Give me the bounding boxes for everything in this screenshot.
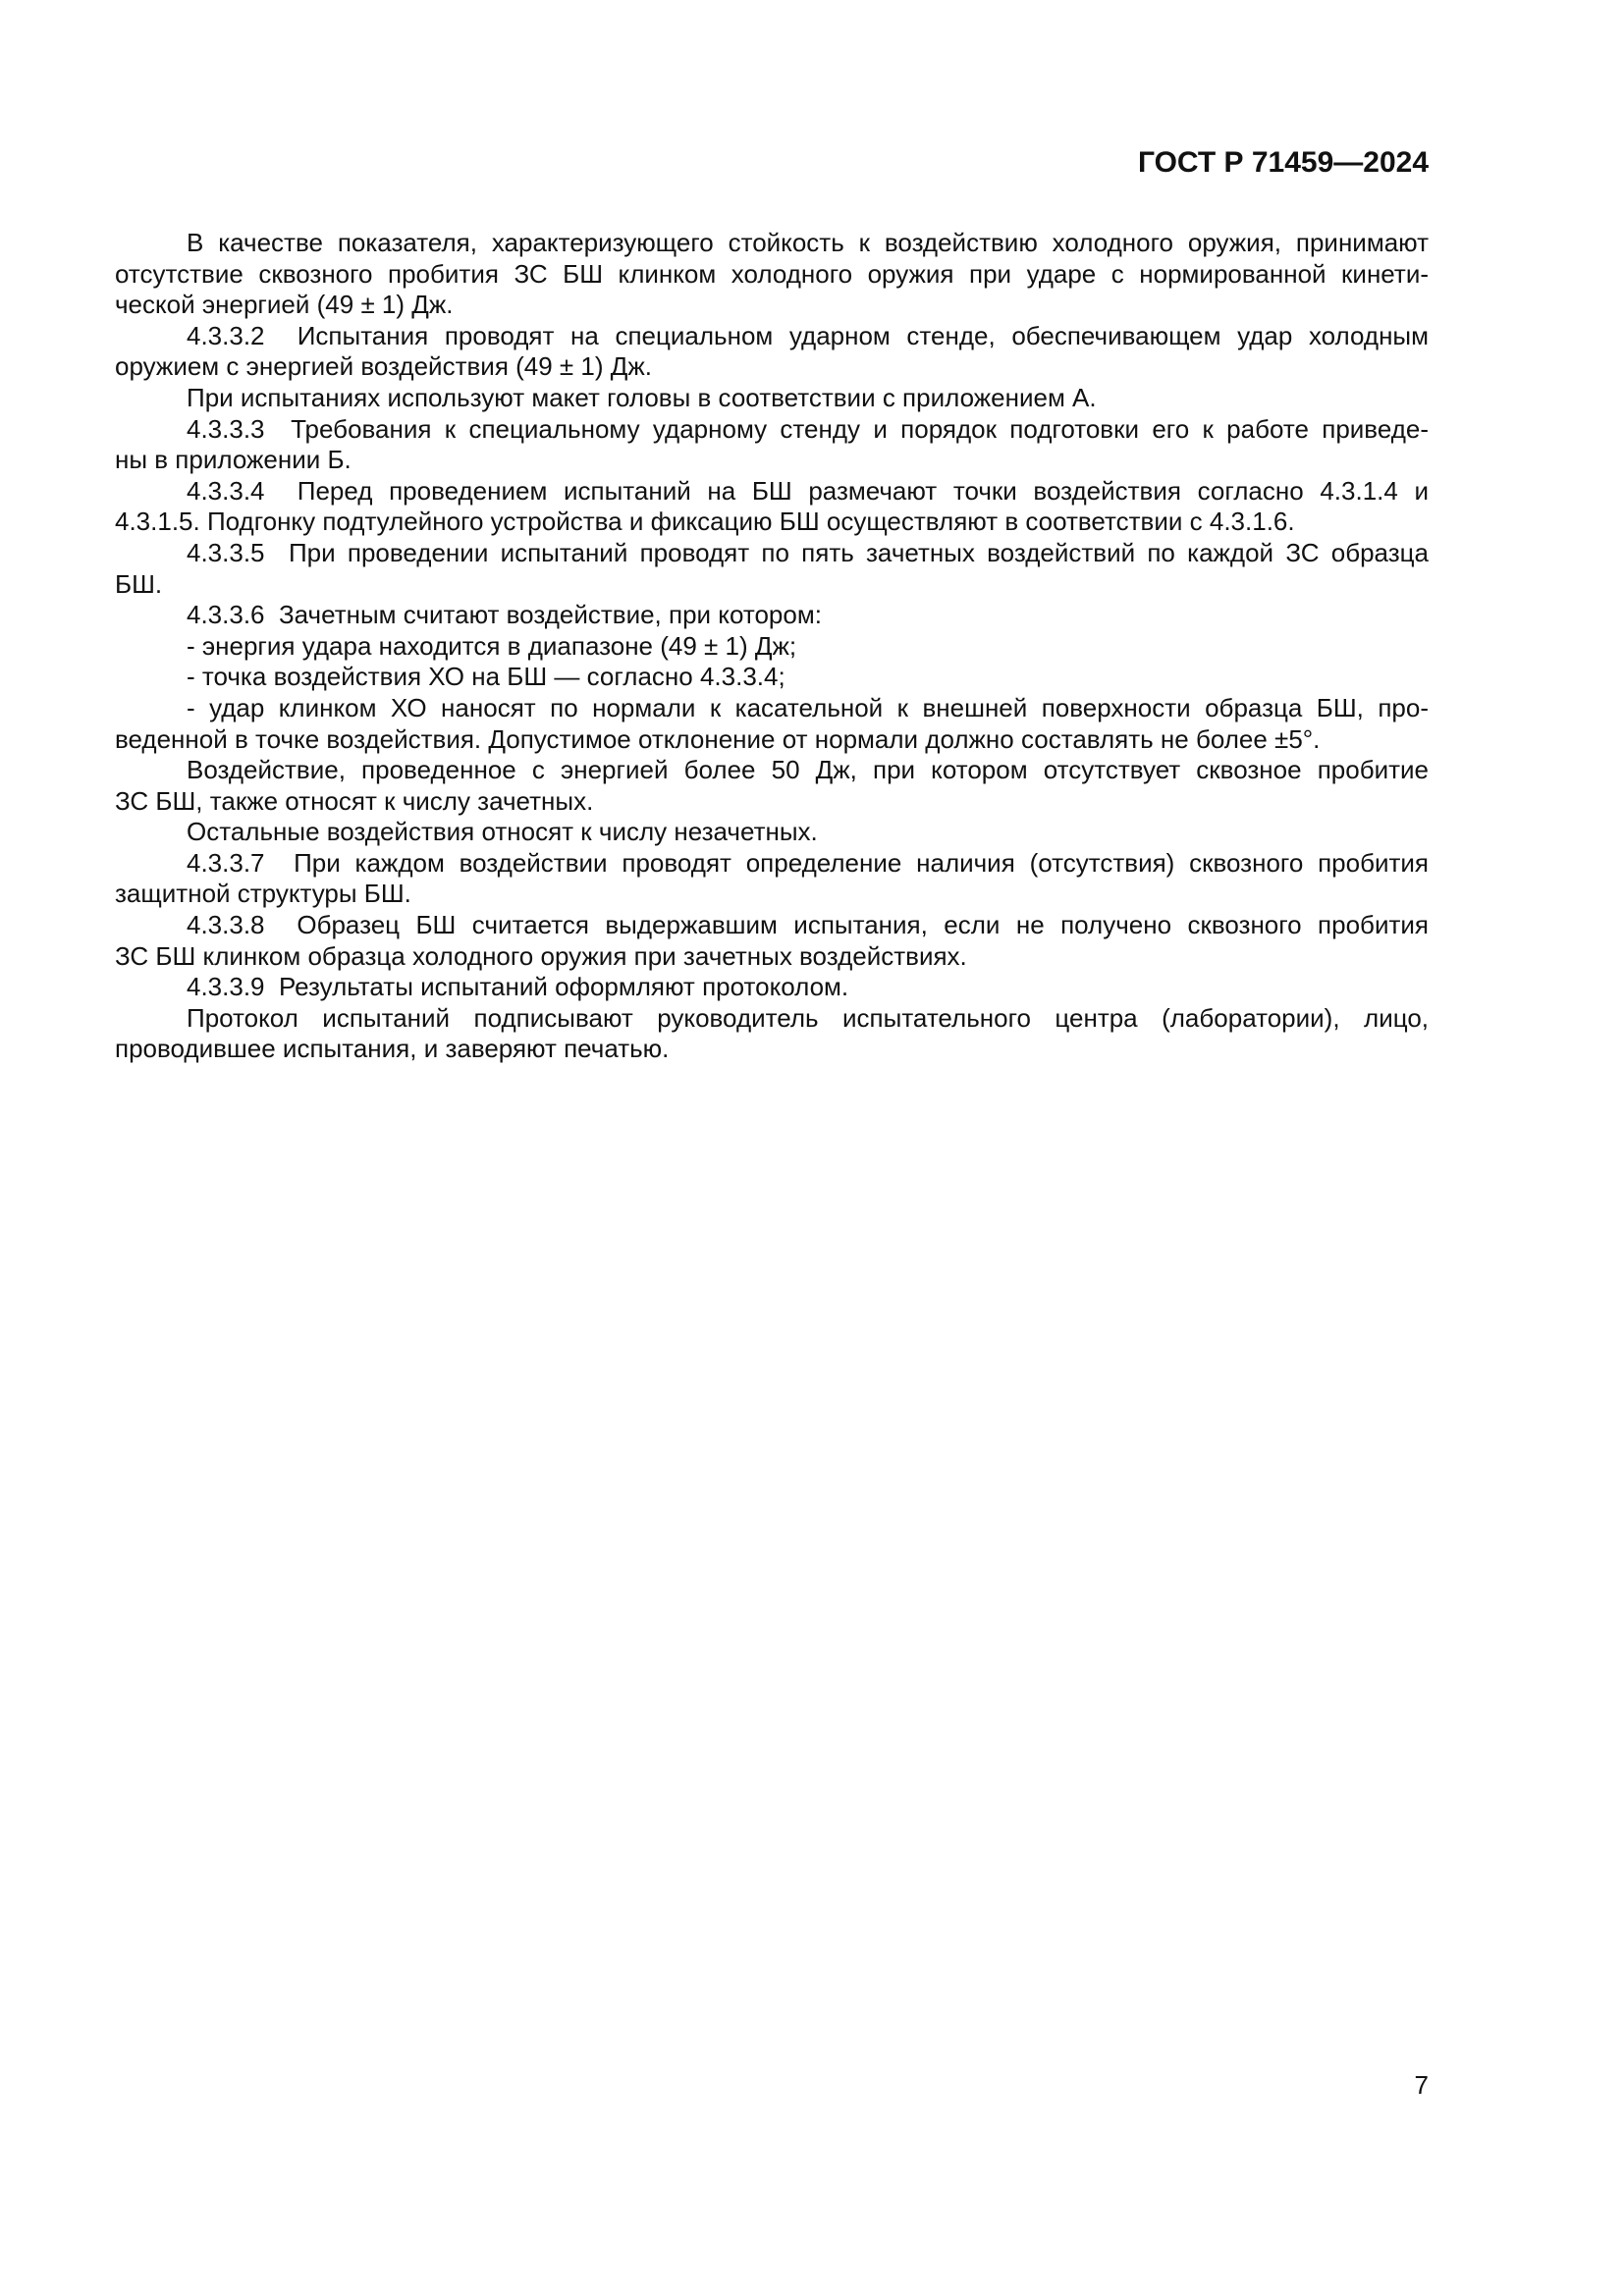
- paragraph-line: 4.3.3.6 Зачетным считают воздействие, при котором:: [187, 600, 822, 630]
- paragraph: [115, 662, 1429, 693]
- paragraph-line: Остальные воздействия относят к числу незачетных.: [187, 817, 818, 847]
- paragraph-line: БШ.: [115, 568, 163, 599]
- paragraph-line: ческой энергией (49 ± 1) Дж.: [115, 290, 454, 320]
- paragraph-line: 4.3.3.8 Образец БШ считается выдержавшим испытания, если не получено сквозного пробития: [187, 910, 1429, 940]
- paragraph-line: При испытаниях используют макет головы в соответствии с приложением А.: [187, 382, 1097, 412]
- paragraph: [115, 321, 1429, 383]
- paragraph: [115, 972, 1429, 1003]
- doc-header-number: ГОСТ Р 71459—2024: [1137, 146, 1429, 179]
- paragraph-line: проводившее испытания, и заверяют печатью.: [115, 1034, 670, 1064]
- paragraph: [115, 414, 1429, 476]
- paragraph-line: - энергия удара находится в диапазоне (49 ± 1) Дж;: [187, 630, 797, 661]
- paragraph: [115, 848, 1429, 910]
- paragraph-line: оружием с энергией воздействия (49 ± 1) Дж.: [115, 351, 652, 382]
- paragraph-line: защитной структуры БШ.: [115, 879, 411, 909]
- paragraph-line: 4.3.3.9 Результаты испытаний оформляют протоколом.: [187, 972, 849, 1002]
- paragraph: [115, 1003, 1429, 1065]
- paragraph-line: В качестве показателя, характеризующего стойкость к воздействию холодного оружия, принимают: [187, 228, 1429, 257]
- paragraph-line: 4.3.3.7 При каждом воздействии проводят определение наличия (отсутствия) сквозного пробития: [187, 847, 1429, 878]
- paragraph: [115, 631, 1429, 663]
- paragraph-line: 4.3.3.3 Требования к специальному ударному стенду и порядок подготовки его к работе приведе-: [187, 413, 1429, 444]
- page-number: 7: [1414, 2070, 1429, 2100]
- paragraph: [115, 910, 1429, 972]
- paragraph-line: Протокол испытаний подписывают руководитель испытательного центра (лаборатории), лицо,: [187, 1002, 1429, 1033]
- paragraph-line: ны в приложении Б.: [115, 445, 352, 475]
- paragraph: [115, 383, 1429, 414]
- paragraph: [115, 476, 1429, 538]
- body-text: [115, 228, 1429, 1065]
- paragraph: [115, 693, 1429, 755]
- paragraph-line: отсутствие сквозного пробития ЗС БШ клинком холодного оружия при ударе с нормированной кинети-: [115, 258, 1429, 289]
- paragraph-line: 4.3.3.4 Перед проведением испытаний на БШ размечают точки воздействия согласно 4.3.1.4 и: [187, 475, 1429, 506]
- paragraph: [115, 755, 1429, 817]
- paragraph-line: 4.3.3.5 При проведении испытаний проводят по пять зачетных воздействий по каждой ЗС образца: [187, 537, 1429, 567]
- paragraph-line: ЗС БШ клинком образца холодного оружия при зачетных воздействиях.: [115, 940, 967, 971]
- paragraph-line: Воздействие, проведенное с энергией более 50 Дж, при котором отсутствует сквозное пробитие: [187, 755, 1429, 785]
- paragraph-line: - точка воздействия ХО на БШ — согласно 4.3.3.4;: [187, 662, 785, 692]
- paragraph: [115, 538, 1429, 600]
- paragraph-line: 4.3.3.2 Испытания проводят на специальном ударном стенде, обеспечивающем удар холодным: [187, 320, 1429, 350]
- paragraph: [115, 817, 1429, 848]
- paragraph-line: ЗС БШ, также относят к числу зачетных.: [115, 785, 594, 816]
- paragraph-line: веденной в точке воздействия. Допустимое отклонение от нормали должно составлять не более ±5°.: [115, 723, 1321, 754]
- paragraph: [115, 600, 1429, 631]
- paragraph-line: - удар клинком ХО наносят по нормали к касательной к внешней поверхности образца БШ, про-: [187, 692, 1429, 722]
- paragraph-line: 4.3.1.5. Подгонку подтулейного устройства и фиксацию БШ осуществляют в соответствии с 4.3.1.6.: [115, 507, 1295, 537]
- paragraph: [115, 228, 1429, 321]
